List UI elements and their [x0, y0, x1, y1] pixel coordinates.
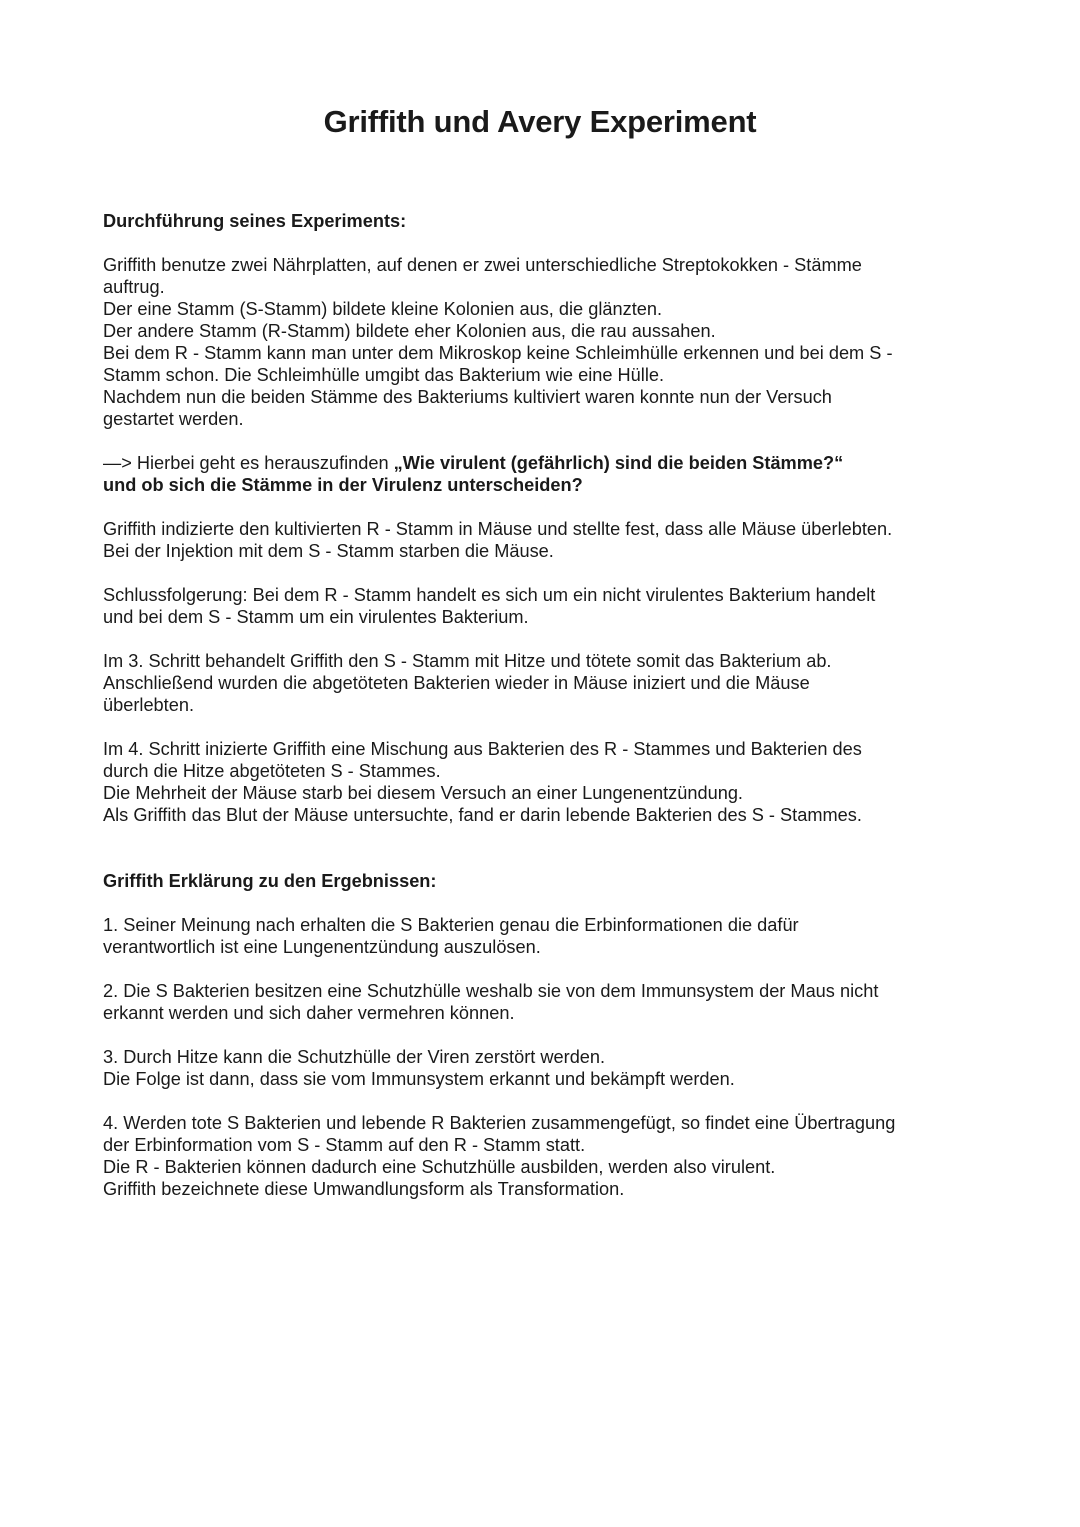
document-body: [103, 210, 993, 1200]
text-line: gestartet werden.: [103, 409, 244, 429]
text-line: Der andere Stamm (R-Stamm) bildete eher Kolonien aus, die rau aussahen.: [103, 321, 716, 341]
text-line: Schlussfolgerung: Bei dem R - Stamm handelt es sich um ein nicht virulentes Bakterium handelt: [103, 585, 876, 605]
text-line: Anschließend wurden die abgetöteten Bakterien wieder in Mäuse iniziert und die Mäuse: [103, 673, 810, 693]
text-line: Als Griffith das Blut der Mäuse untersuchte, fand er darin lebende Bakterien des S - Stammes.: [103, 805, 862, 825]
text-line: [103, 452, 993, 474]
text-line: Nachdem nun die beiden Stämme des Bakteriums kultiviert waren konnte nun der Versuch: [103, 387, 832, 407]
text-line: der Erbinformation vom S - Stamm auf den R - Stamm statt.: [103, 1135, 586, 1155]
text-line: Die Mehrheit der Mäuse starb bei diesem Versuch an einer Lungenentzündung.: [103, 783, 743, 803]
section-heading-procedure: Durchführung seines Experiments:: [103, 211, 407, 231]
explanation-item-1: [103, 914, 993, 958]
text-line: Im 4. Schritt inizierte Griffith eine Mischung aus Bakterien des R - Stammes und Bakterien des: [103, 739, 862, 759]
paragraph-r-strain-injection: [103, 518, 993, 562]
paragraph-setup: [103, 254, 993, 430]
paragraph-step-3: [103, 650, 993, 716]
text-line: Griffith bezeichnete diese Umwandlungsform als Transformation.: [103, 1179, 625, 1199]
explanation-item-2: [103, 980, 993, 1024]
text-line: Bei dem R - Stamm kann man unter dem Mikroskop keine Schleimhülle erkennen und bei dem S -: [103, 343, 893, 363]
paragraph-question: [103, 452, 993, 496]
question-bold: „Wie virulent (gefährlich) sind die beiden Stämme?“: [393, 453, 844, 473]
text-line: 4. Werden tote S Bakterien und lebende R Bakterien zusammengefügt, so findet eine Übertragung: [103, 1113, 896, 1133]
text-line: Griffith indizierte den kultivierten R - Stamm in Mäuse und stellte fest, dass alle Mäuse überlebten.: [103, 519, 893, 539]
text-line: 1. Seiner Meinung nach erhalten die S Bakterien genau die Erbinformationen die dafür: [103, 915, 799, 935]
text-line: erkannt werden und sich daher vermehren können.: [103, 1003, 515, 1023]
text-line: Im 3. Schritt behandelt Griffith den S - Stamm mit Hitze und tötete somit das Bakterium ab.: [103, 651, 832, 671]
paragraph-conclusion: [103, 584, 993, 628]
text-line: Die Folge ist dann, dass sie vom Immunsystem erkannt und bekämpft werden.: [103, 1069, 735, 1089]
text-line: 2. Die S Bakterien besitzen eine Schutzhülle weshalb sie von dem Immunsystem der Maus nicht: [103, 981, 879, 1001]
text-line: Der eine Stamm (S-Stamm) bildete kleine Kolonien aus, die glänzten.: [103, 299, 663, 319]
text-line: auftrug.: [103, 277, 165, 297]
question-prefix: —> Hierbei geht es herauszufinden: [103, 453, 394, 473]
text-line: Bei der Injektion mit dem S - Stamm starben die Mäuse.: [103, 541, 554, 561]
page-title: Griffith und Avery Experiment: [323, 104, 757, 139]
paragraph-step-4: [103, 738, 993, 826]
text-line: Griffith benutze zwei Nährplatten, auf denen er zwei unterschiedliche Streptokokken - Stämme: [103, 255, 862, 275]
text-line: Stamm schon. Die Schleimhülle umgibt das Bakterium wie eine Hülle.: [103, 365, 665, 385]
explanation-item-4: [103, 1112, 993, 1200]
text-line: und ob sich die Stämme in der Virulenz unterscheiden?: [103, 475, 583, 495]
text-line: und bei dem S - Stamm um ein virulentes Bakterium.: [103, 607, 529, 627]
text-line: verantwortlich ist eine Lungenentzündung auszulösen.: [103, 937, 541, 957]
text-line: überlebten.: [103, 695, 195, 715]
explanation-item-3: [103, 1046, 993, 1090]
section-heading-explanation: Griffith Erklärung zu den Ergebnissen:: [103, 871, 437, 891]
text-line: 3. Durch Hitze kann die Schutzhülle der Viren zerstört werden.: [103, 1047, 606, 1067]
text-line: durch die Hitze abgetöteten S - Stammes.: [103, 761, 441, 781]
text-line: Die R - Bakterien können dadurch eine Schutzhülle ausbilden, werden also virulent.: [103, 1157, 776, 1177]
